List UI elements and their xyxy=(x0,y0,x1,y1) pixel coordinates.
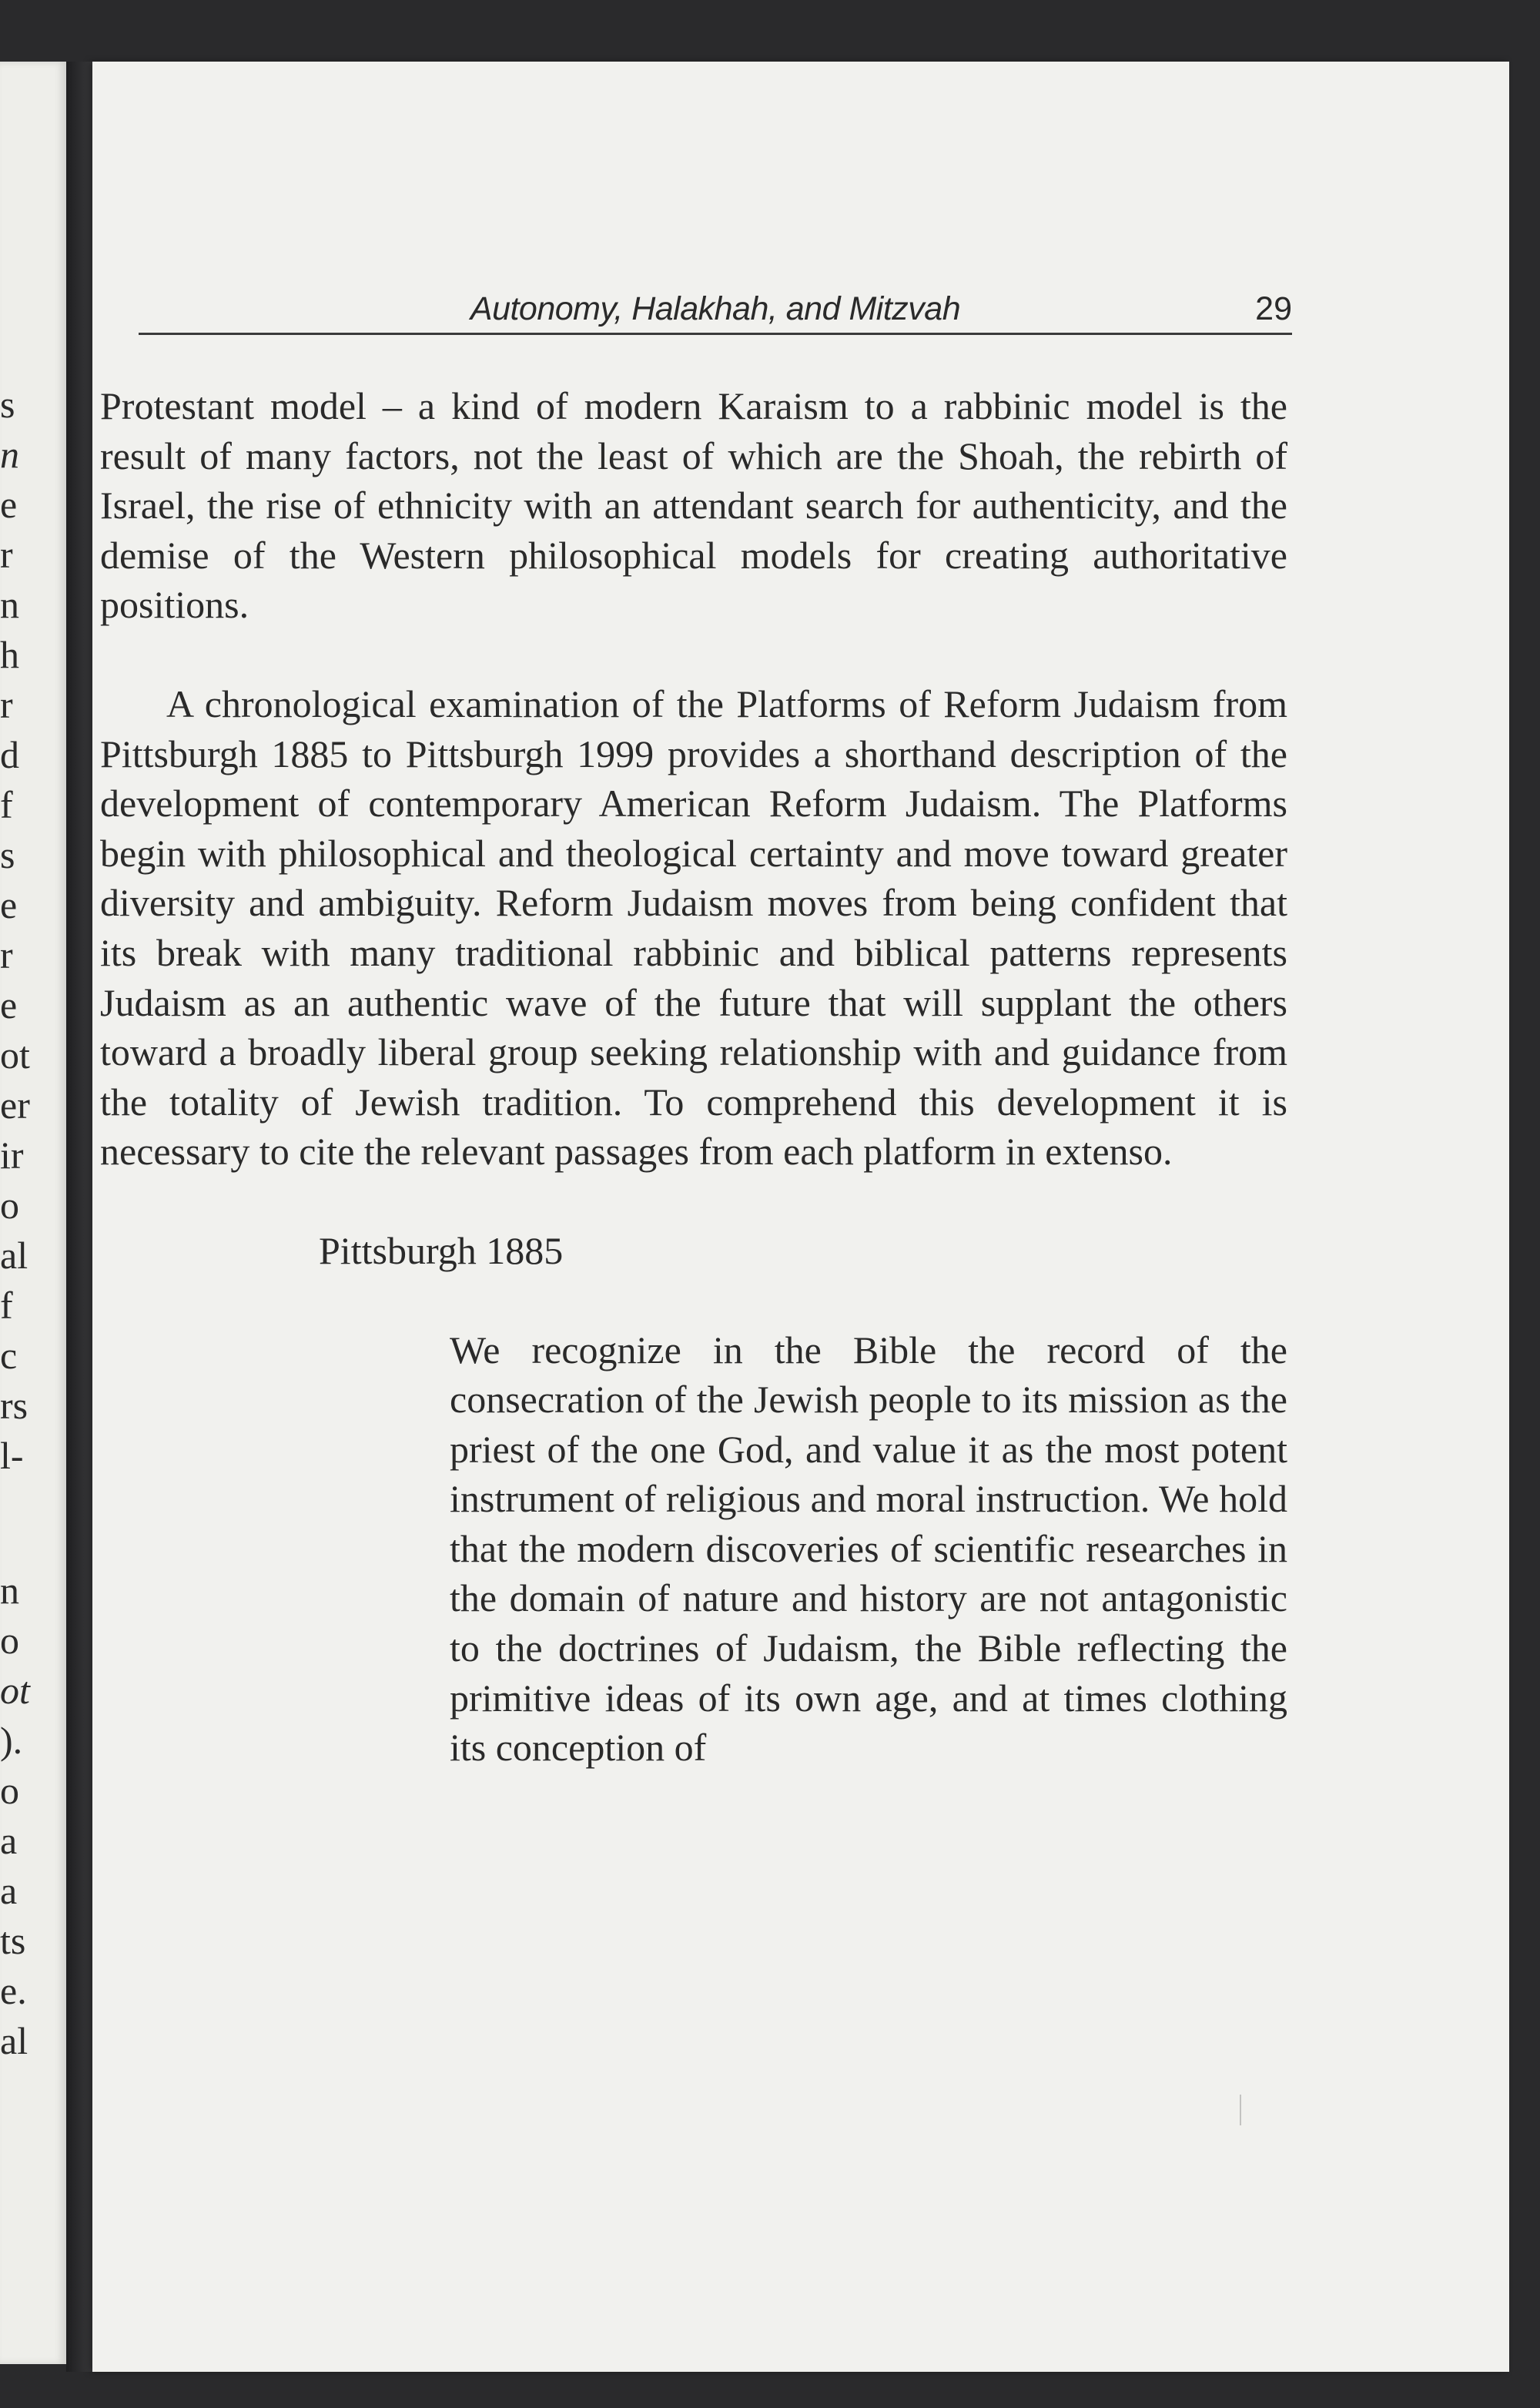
left-page-fragment: e xyxy=(0,983,18,1026)
left-page-fragment: ot xyxy=(0,1669,30,1712)
page-mark xyxy=(1240,2095,1241,2125)
left-page-fragment: ts xyxy=(0,1919,26,1962)
left-page-fragment: r xyxy=(0,533,13,576)
left-page-fragment: h xyxy=(0,633,19,676)
left-page-fragment: n xyxy=(0,1569,19,1612)
left-page-fragment: al xyxy=(0,1234,28,1277)
section-subheading: Pittsburgh 1885 xyxy=(319,1228,564,1272)
left-page-fragment: o xyxy=(0,1184,19,1227)
left-page-fragment: rs xyxy=(0,1384,28,1427)
left-page-fragment: e xyxy=(0,883,18,926)
left-page-fragment: a xyxy=(0,1869,18,1912)
running-header xyxy=(139,286,1292,335)
left-page-fragment: e xyxy=(0,483,18,526)
left-page-fragment: f xyxy=(0,1284,13,1327)
left-page-fragment: r xyxy=(0,933,13,976)
left-facing-page xyxy=(0,62,66,2364)
left-page-fragment: ). xyxy=(0,1719,23,1762)
page-number: 29 xyxy=(1255,290,1292,327)
left-page-fragment: o xyxy=(0,1769,19,1812)
left-page-fragment: f xyxy=(0,783,13,826)
body-text xyxy=(100,381,1287,1773)
left-page-fragment: ir xyxy=(0,1134,24,1177)
left-page-fragment: al xyxy=(0,2019,28,2062)
left-page-fragment: a xyxy=(0,1819,18,1862)
left-page-fragment: o xyxy=(0,1619,19,1662)
running-title: Autonomy, Halakhah, and Mitzvah xyxy=(470,290,961,327)
left-page-fragment: n xyxy=(0,433,19,476)
paragraph: Protestant model – a kind of modern Karaism to a rabbinic model is the result of many factors, not the least of which are the Shoah, the rebirth of Israel, the rise of ethnicity with an attendant search for authenticity, and the demise of the Western philosophical models for creating authoritative positions. xyxy=(100,384,1287,627)
left-page-fragment: l- xyxy=(0,1434,24,1477)
block-quote: We recognize in the Bible the record of the consecration of the Jewish people to its mission as the priest of the one God, and value it as the most potent instrument of religious and moral instruction. We hold that the modern discoveries of scientific researches in the domain of nature and history are not antagonistic to the doctrines of Judaism, the Bible reflecting the primitive ideas of its own age, and at times clothing its conception of xyxy=(450,1328,1287,1770)
left-page-fragment: n xyxy=(0,583,19,626)
left-page-fragment: r xyxy=(0,683,13,726)
left-page-fragment: er xyxy=(0,1083,30,1127)
left-page-fragment: d xyxy=(0,733,19,776)
left-page-fragment: s xyxy=(0,383,15,426)
paragraph: A chronological examination of the Platforms of Reform Judaism from Pittsburgh 1885 to Pittsburgh 1999 provides a shorthand description of the development of contemporary American Reform Judaism. The Platforms begin with philosophical and theological certainty and move toward greater diversity and ambiguity. Reform Judaism moves from being confident that its break with many traditional rabbinic and biblical patterns represents Judaism as an authentic wave of the future that will supplant the others toward a broadly liberal group seeking relationship with and guidance from the totality of Jewish tradition. To comprehend this development it is necessary to cite the relevant passages from each platform in extenso. xyxy=(100,682,1287,1174)
left-page-fragment: ot xyxy=(0,1033,30,1077)
book-gutter xyxy=(66,62,92,2372)
left-page-fragment: s xyxy=(0,833,15,876)
left-page-fragment: e. xyxy=(0,1969,27,2012)
left-page-fragment: c xyxy=(0,1334,18,1377)
